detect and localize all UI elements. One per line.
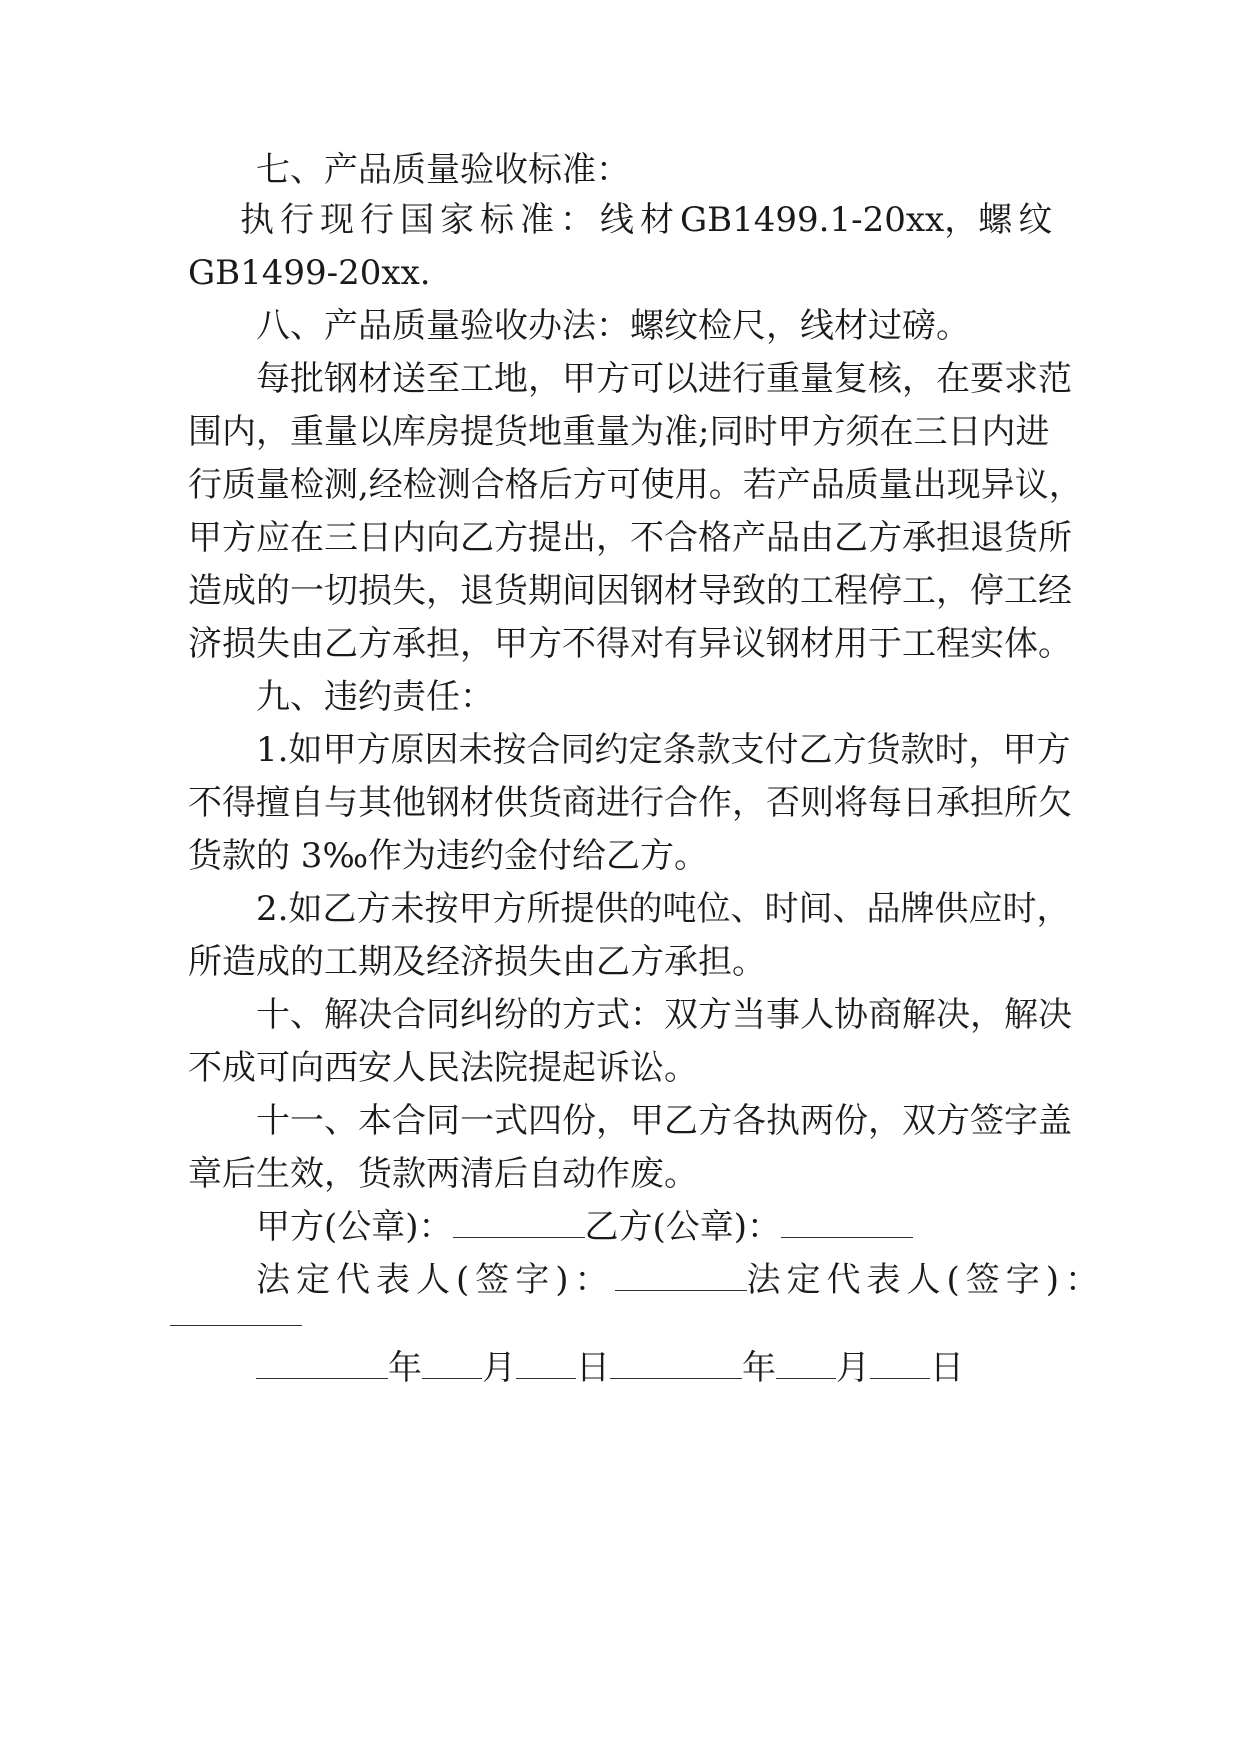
section-7-heading: 七、产品质量验收标准： xyxy=(256,150,630,190)
section-9-item-2-line: 2.如乙方未按甲方所提供的吨位、时间、品牌供应时， xyxy=(256,889,1071,929)
date-b-year-label: 年 xyxy=(742,1348,776,1388)
section-10-line: 十、解决合同纠纷的方式：双方当事人协商解决，解决 xyxy=(256,995,1072,1035)
section-7-standard-line2: GB1499-20xx. xyxy=(188,253,431,293)
section-8-heading: 八、产品质量验收办法：螺纹检尺，线材过磅。 xyxy=(256,306,970,346)
date-row xyxy=(256,1348,1036,1388)
party-b-seal-blank xyxy=(781,1207,913,1238)
standard-separator: ， xyxy=(944,200,979,240)
section-11-line: 十一、本合同一式四份，甲乙方各执两份，双方签字盖 xyxy=(256,1101,1072,1141)
date-a-year-label: 年 xyxy=(388,1348,422,1388)
standard-text-1: 执行现行国家标准：线材 xyxy=(240,200,680,240)
date-b-day-label: 日 xyxy=(930,1348,964,1388)
section-9-item-1-line: 1.如甲方原因未按合同约定条款支付乙方货款时，甲方 xyxy=(256,730,1071,770)
date-b-month-blank xyxy=(776,1348,836,1379)
section-8-para-line: 围内，重量以库房提货地重量为准;同时甲方须在三日内进 xyxy=(188,412,1050,452)
party-a-seal-label: 甲方(公章)： xyxy=(256,1207,453,1247)
rep-b-blank xyxy=(170,1295,302,1326)
date-b-day-blank xyxy=(870,1348,930,1379)
standard-code-1: GB1499.1-20xx xyxy=(680,200,945,240)
section-9-heading: 九、违约责任： xyxy=(256,677,494,717)
party-b-seal-label: 乙方(公章)： xyxy=(584,1207,782,1247)
section-8-para-line: 造成的一切损失，退货期间因钢材导致的工程停工，停工经 xyxy=(188,571,1072,611)
rep-a-label: 法定代表人(签字)： xyxy=(256,1260,615,1300)
section-8-para-line: 济损失由乙方承担，甲方不得对有异议钢材用于工程实体。 xyxy=(188,624,1072,664)
date-b-year-blank xyxy=(610,1348,742,1379)
date-b-month-label: 月 xyxy=(836,1348,870,1388)
section-10-line: 不成可向西安人民法院提起诉讼。 xyxy=(188,1048,698,1088)
section-7-standard-line1 xyxy=(240,200,1059,240)
section-8-para-line: 每批钢材送至工地，甲方可以进行重量复核，在要求范 xyxy=(256,359,1072,399)
date-a-year-blank xyxy=(256,1348,388,1379)
section-9-item-1-line: 不得擅自与其他钢材供货商进行合作，否则将每日承担所欠 xyxy=(188,783,1072,823)
representative-row xyxy=(256,1260,1106,1300)
section-9-item-1-line: 货款的 3‰作为违约金付给乙方。 xyxy=(188,836,709,876)
date-a-day-blank xyxy=(516,1348,576,1379)
seal-row xyxy=(256,1207,1126,1247)
section-8-para-line: 行质量检测,经检测合格后方可使用。若产品质量出现异议， xyxy=(188,465,1083,505)
date-a-day-label: 日 xyxy=(576,1348,610,1388)
rep-b-label: 法定代表人(签字)： xyxy=(746,1260,1106,1300)
standard-text-2: 螺纹 xyxy=(978,200,1059,240)
section-9-item-2-line: 所造成的工期及经济损失由乙方承担。 xyxy=(188,942,766,982)
rep-a-blank xyxy=(615,1260,747,1291)
section-11-line: 章后生效，货款两清后自动作废。 xyxy=(188,1154,698,1194)
section-8-para-line: 甲方应在三日内向乙方提出，不合格产品由乙方承担退货所 xyxy=(188,518,1072,558)
date-a-month-blank xyxy=(422,1348,482,1379)
date-a-month-label: 月 xyxy=(482,1348,516,1388)
party-a-seal-blank xyxy=(453,1207,585,1238)
